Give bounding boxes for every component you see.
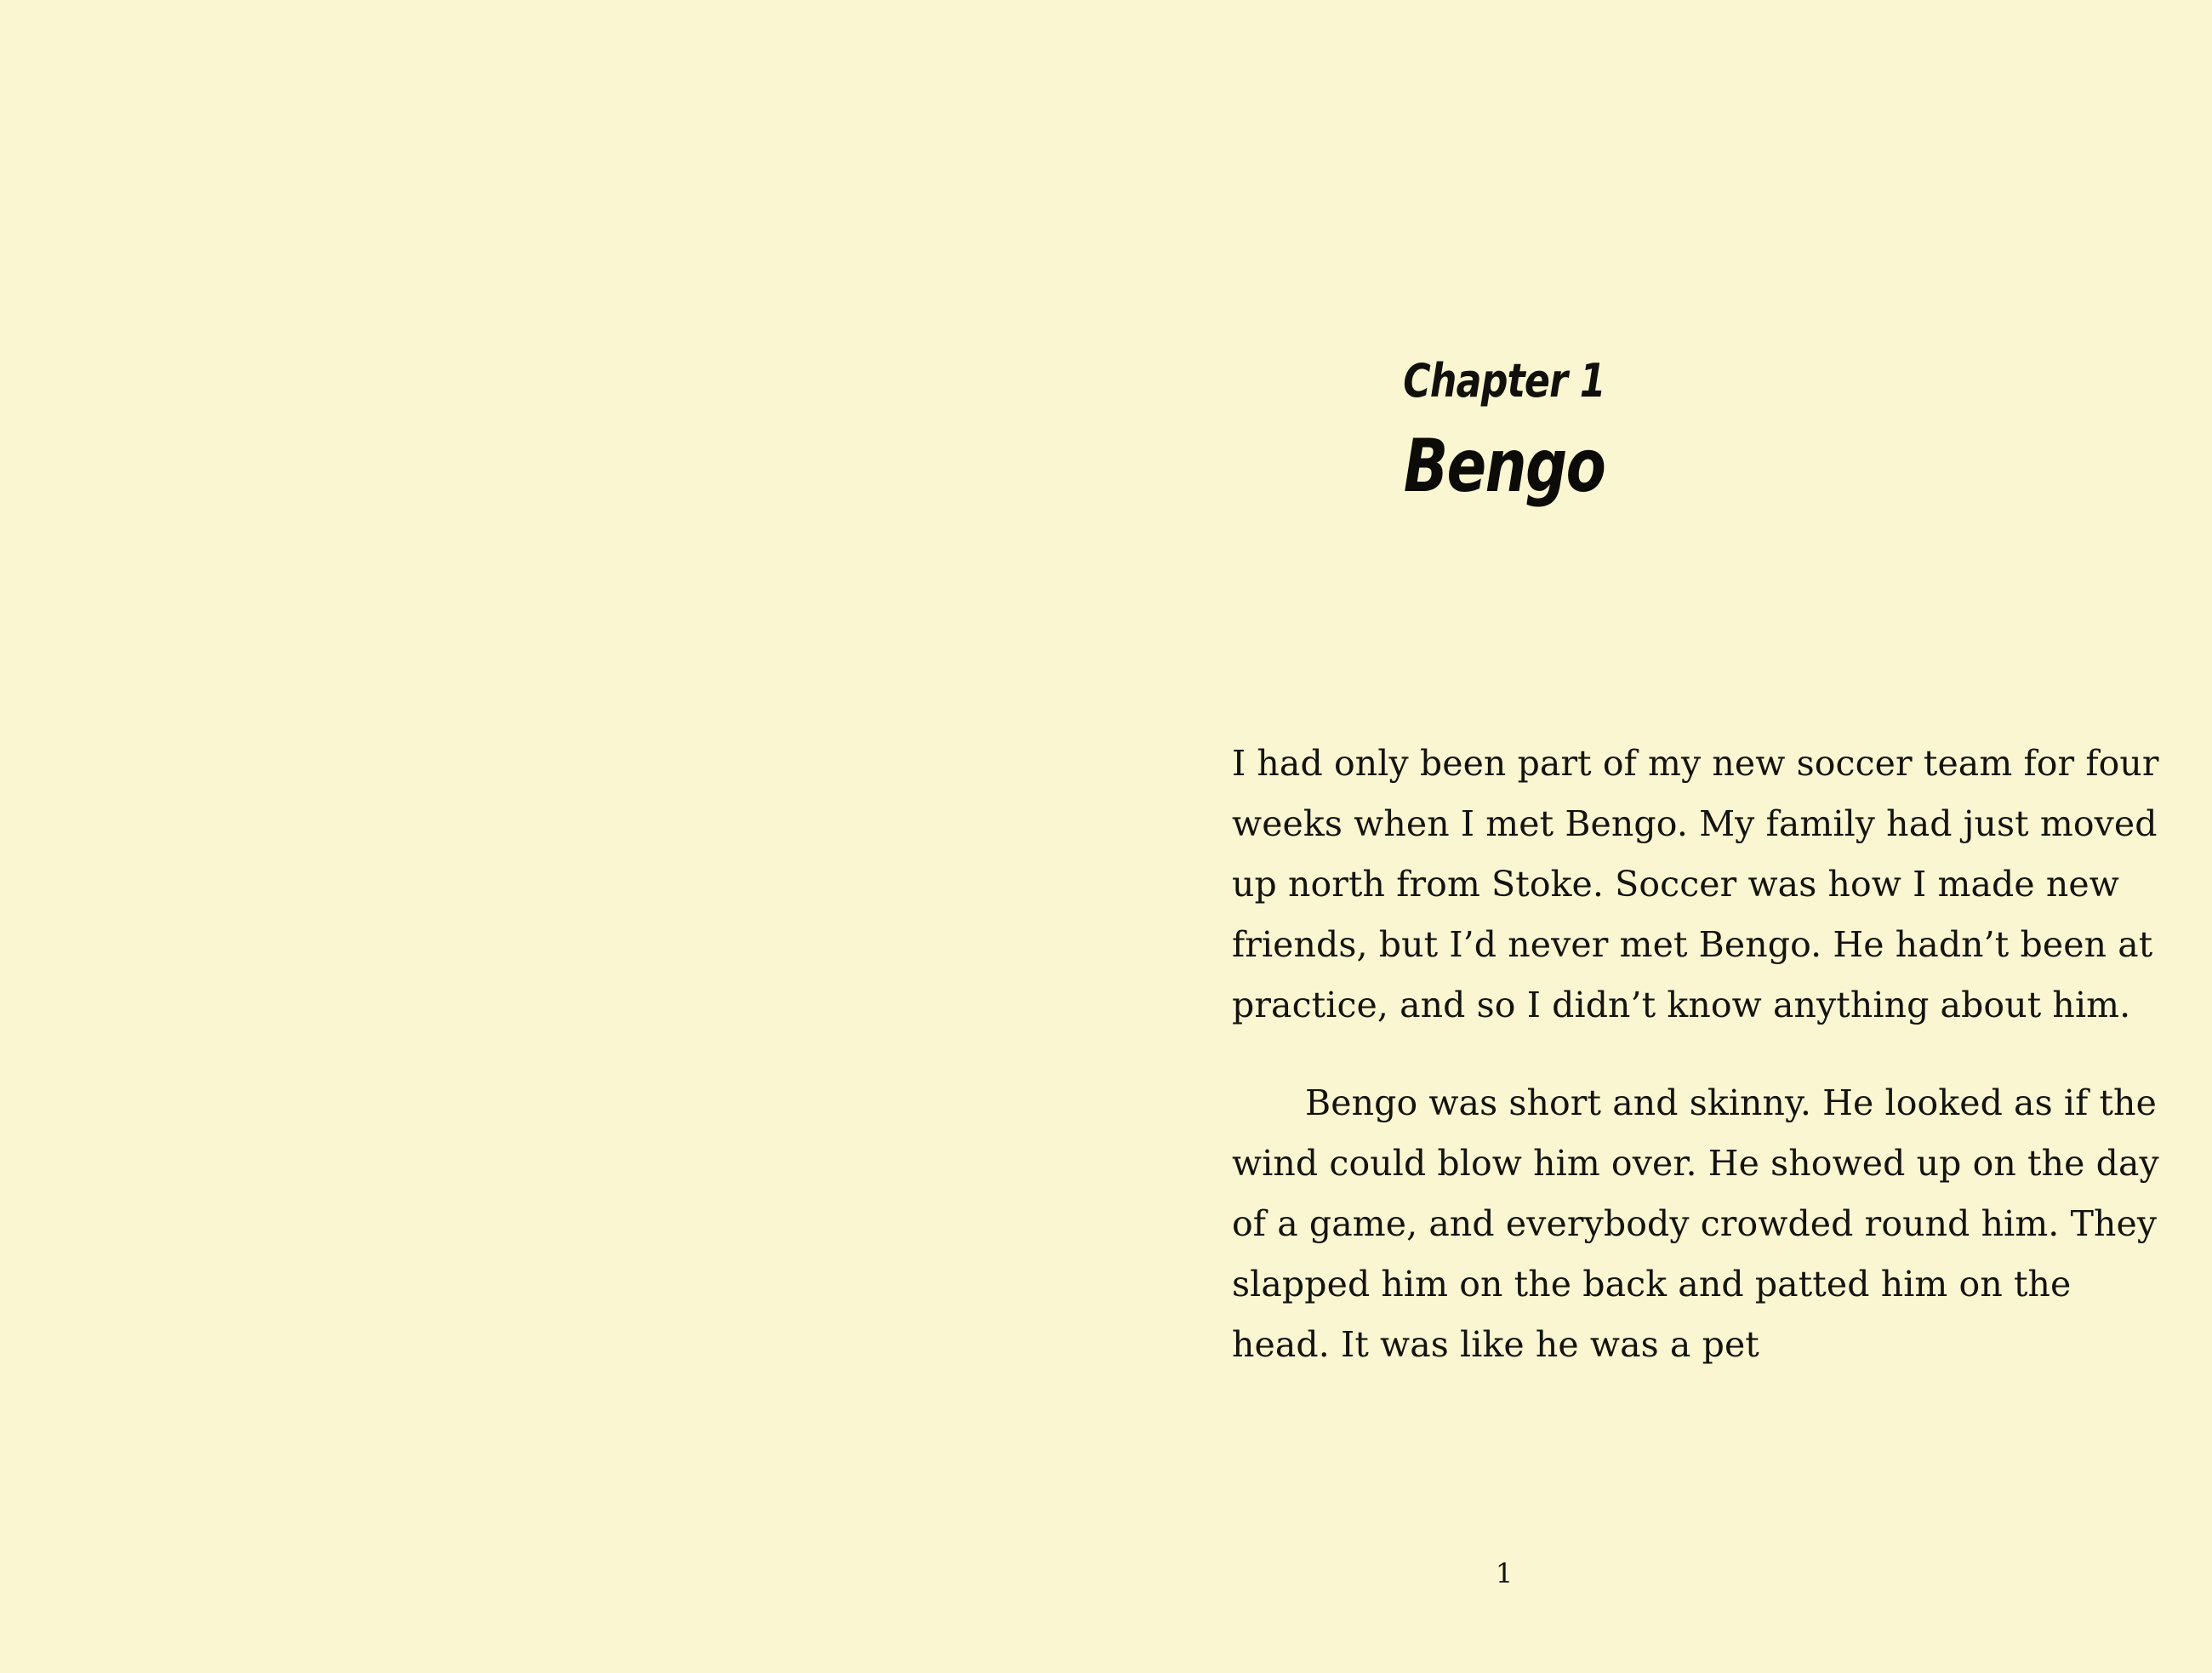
chapter-title: Bengo	[1403, 423, 1605, 509]
chapter-label: Chapter 1	[1403, 354, 1605, 408]
body-text	[1232, 734, 2164, 1413]
paragraph: I had only been part of my new soccer team for four weeks when I met Bengo. My family had just moved up north from Stoke. Soccer was how I made new friends, but I’d never met Bengo. He hadn’t been at practice, and so I didn’t know anything about him.	[1232, 743, 2159, 1025]
paragraph: Bengo was short and skinny. He looked as if the wind could blow him over. He showed up on the day of a game, and everybody crowded round him. They slapped him on the back and patted him on the head. It was like he was a pet	[1232, 1082, 2159, 1365]
page-content-column	[1232, 0, 2176, 1673]
chapter-heading	[1232, 354, 1776, 509]
page-number: 1	[1495, 1557, 1514, 1590]
